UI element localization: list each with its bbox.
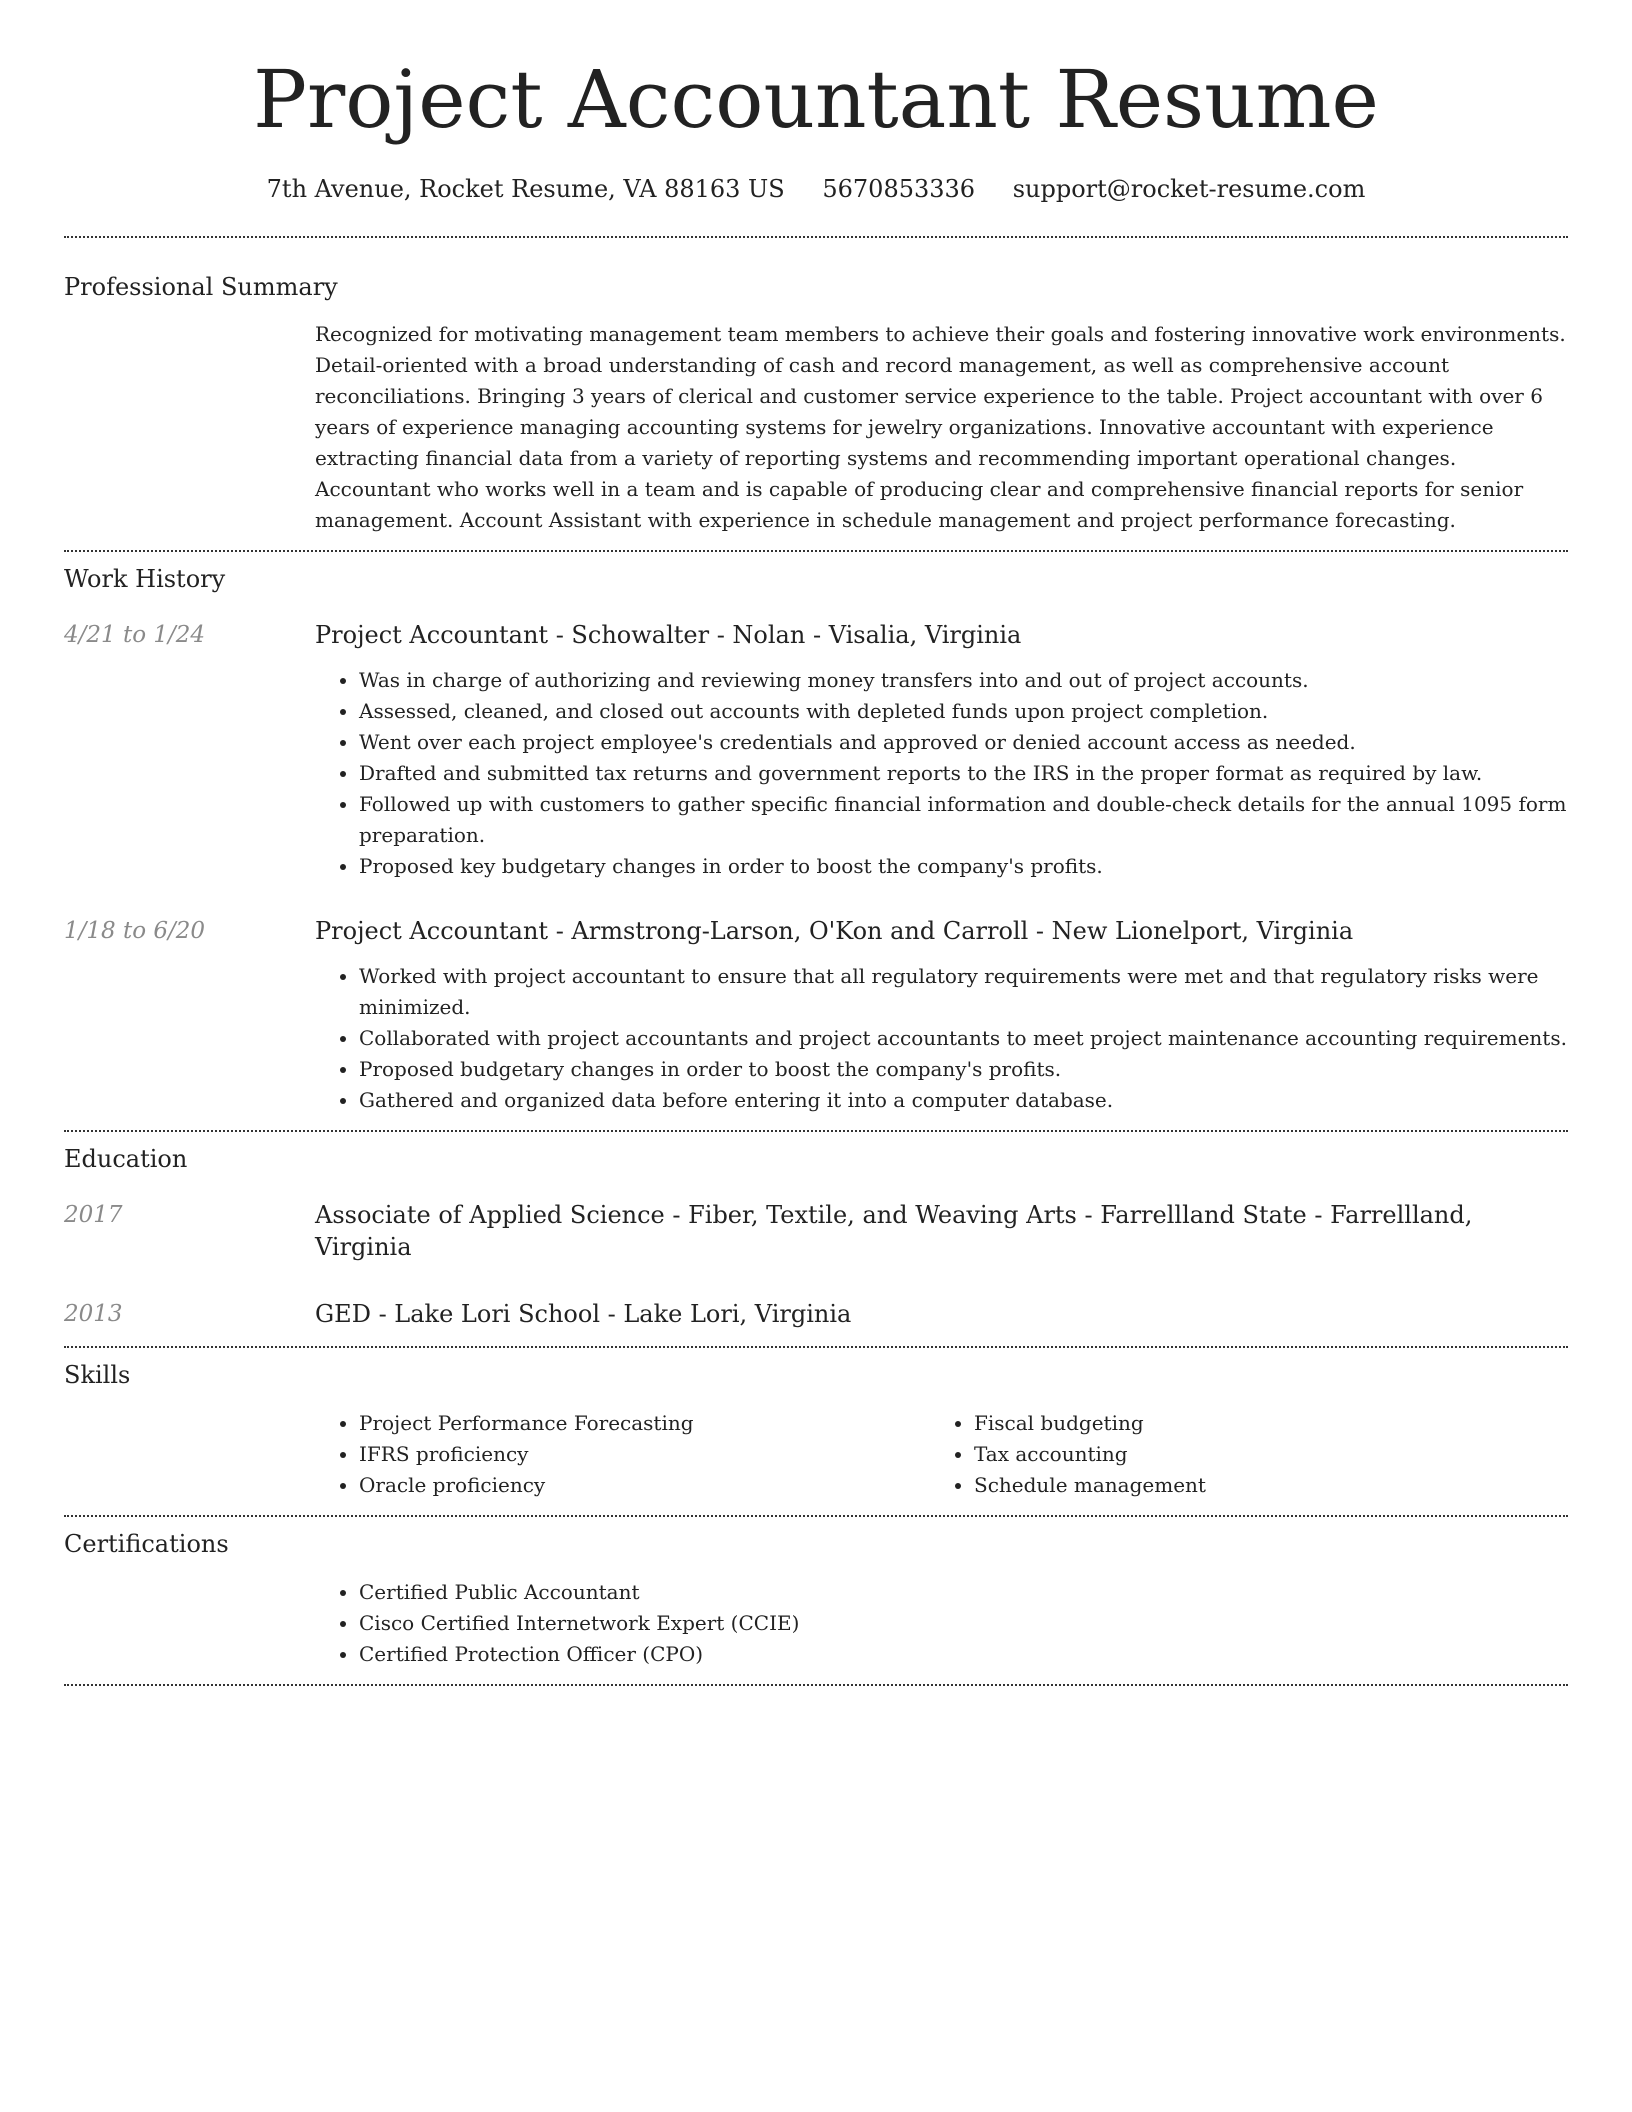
certifications-divider	[64, 1684, 1568, 1686]
job-details: - Schowalter - Nolan - Visalia, Virginia	[548, 621, 1022, 649]
certifications-body	[315, 1577, 1568, 1670]
job-bullet: • Collaborated with project accountants and project accountants to meet project maintenance accounting requirements.	[359, 1023, 1568, 1054]
education-details: - Farrellland State - Farrellland, Virginia	[315, 1201, 1473, 1261]
certifications-list	[315, 1577, 1568, 1670]
education-details: - Lake Lori School - Lake Lori, Virginia	[370, 1300, 852, 1328]
summary-left-spacer	[64, 319, 315, 536]
skills-heading: Skills	[64, 1361, 131, 1389]
job-dates: 4/21 to 1/24	[64, 622, 206, 648]
job-entry	[64, 619, 1568, 882]
job-bullet: • Was in charge of authorizing and reviewing money transfers into and out of project accounts.	[359, 665, 1568, 696]
skills-left-spacer	[64, 1408, 315, 1501]
education-degree: Associate of Applied Science - Fiber, Textile, and Weaving Arts	[315, 1201, 1077, 1229]
contact-email: support@rocket-resume.com	[1012, 175, 1366, 203]
education-section	[64, 1132, 1568, 1346]
work-heading: Work History	[64, 565, 226, 593]
job-body	[315, 915, 1568, 1116]
job-role: Project Accountant	[315, 917, 549, 945]
education-entry	[64, 1298, 1568, 1330]
job-title	[315, 619, 1568, 651]
education-title	[315, 1298, 1568, 1330]
job-bullet: • Followed up with customers to gather specific financial information and double-check details for the annual 1095 form preparation.	[359, 789, 1568, 851]
summary-text: Recognized for motivating management team members to achieve their goals and fostering innovative work environments. Detail-oriented with a broad understanding of cash and record management, as well as comprehensive account reconciliations. Bringing 3 years of clerical and customer service experience to the table. Project accountant with over 6 years of experience managing accounting systems for jewelry organizations. Innovative accountant with experience extracting financial data from a variety of reporting systems and recommending important operational changes. Accountant who works well in a team and is capable of producing clear and comprehensive financial reports for senior management. Account Assistant with experience in schedule management and project performance forecasting.	[315, 322, 1566, 532]
certifications-heading: Certifications	[64, 1530, 229, 1558]
job-bullets	[315, 961, 1568, 1116]
skill-item: • Oracle proficiency	[359, 1470, 930, 1501]
resume-header	[64, 0, 1568, 206]
education-degree: GED	[315, 1300, 371, 1328]
contact-address: 7th Avenue, Rocket Resume, VA 88163 US	[266, 175, 785, 203]
skill-item: • IFRS proficiency	[359, 1439, 930, 1470]
certifications-row	[64, 1577, 1568, 1670]
job-title	[315, 915, 1568, 947]
job-role: Project Accountant	[315, 621, 549, 649]
job-bullet: • Drafted and submitted tax returns and government reports to the IRS in the proper format as required by law.	[359, 758, 1568, 789]
education-entry	[64, 1199, 1568, 1263]
skill-item: • Schedule management	[974, 1470, 1545, 1501]
education-heading: Education	[64, 1145, 188, 1173]
education-year: 2013	[64, 1301, 123, 1327]
job-bullet: • Proposed key budgetary changes in order to boost the company's profits.	[359, 851, 1568, 882]
summary-row	[64, 319, 1568, 536]
job-details: - Armstrong-Larson, O'Kon and Carroll - New Lionelport, Virginia	[548, 917, 1354, 945]
summary-heading: Professional Summary	[64, 273, 338, 301]
skills-section	[64, 1348, 1568, 1515]
skill-item: • Project Performance Forecasting	[359, 1408, 930, 1439]
education-title	[315, 1199, 1568, 1263]
certification-item: • Certified Public Accountant	[359, 1577, 1568, 1608]
skills-list	[315, 1408, 930, 1501]
skills-list	[930, 1408, 1545, 1501]
skills-grid	[315, 1408, 1568, 1501]
education-body	[315, 1298, 1568, 1330]
summary-body	[315, 319, 1568, 536]
job-bullet: • Worked with project accountant to ensure that all regulatory requirements were met and that regulatory risks were minimized.	[359, 961, 1568, 1023]
summary-section	[64, 238, 1568, 550]
certifications-section	[64, 1517, 1568, 1684]
resume-title: Project Accountant Resume	[253, 53, 1379, 146]
job-bullet: • Went over each project employee's credentials and approved or denied account access as needed.	[359, 727, 1568, 758]
certifications-left-spacer	[64, 1577, 315, 1670]
skill-item: • Fiscal budgeting	[974, 1408, 1545, 1439]
job-bullet: • Proposed budgetary changes in order to boost the company's profits.	[359, 1054, 1568, 1085]
education-year: 2017	[64, 1202, 123, 1228]
skills-row	[64, 1408, 1568, 1501]
job-bullet: • Assessed, cleaned, and closed out accounts with depleted funds upon project completion.	[359, 696, 1568, 727]
skills-column	[315, 1408, 930, 1501]
job-bullet: • Gathered and organized data before entering it into a computer database.	[359, 1085, 1568, 1116]
job-entry	[64, 915, 1568, 1116]
certification-item: • Cisco Certified Internetwork Expert (CCIE)	[359, 1608, 1568, 1639]
skills-column	[930, 1408, 1545, 1501]
contact-phone: 5670853336	[822, 175, 976, 203]
work-section	[64, 552, 1568, 1130]
job-bullets	[315, 665, 1568, 882]
contact-line	[64, 172, 1568, 206]
skill-item: • Tax accounting	[974, 1439, 1545, 1470]
certification-item: • Certified Protection Officer (CPO)	[359, 1639, 1568, 1670]
job-dates: 1/18 to 6/20	[64, 918, 206, 944]
job-body	[315, 619, 1568, 882]
education-body	[315, 1199, 1568, 1263]
